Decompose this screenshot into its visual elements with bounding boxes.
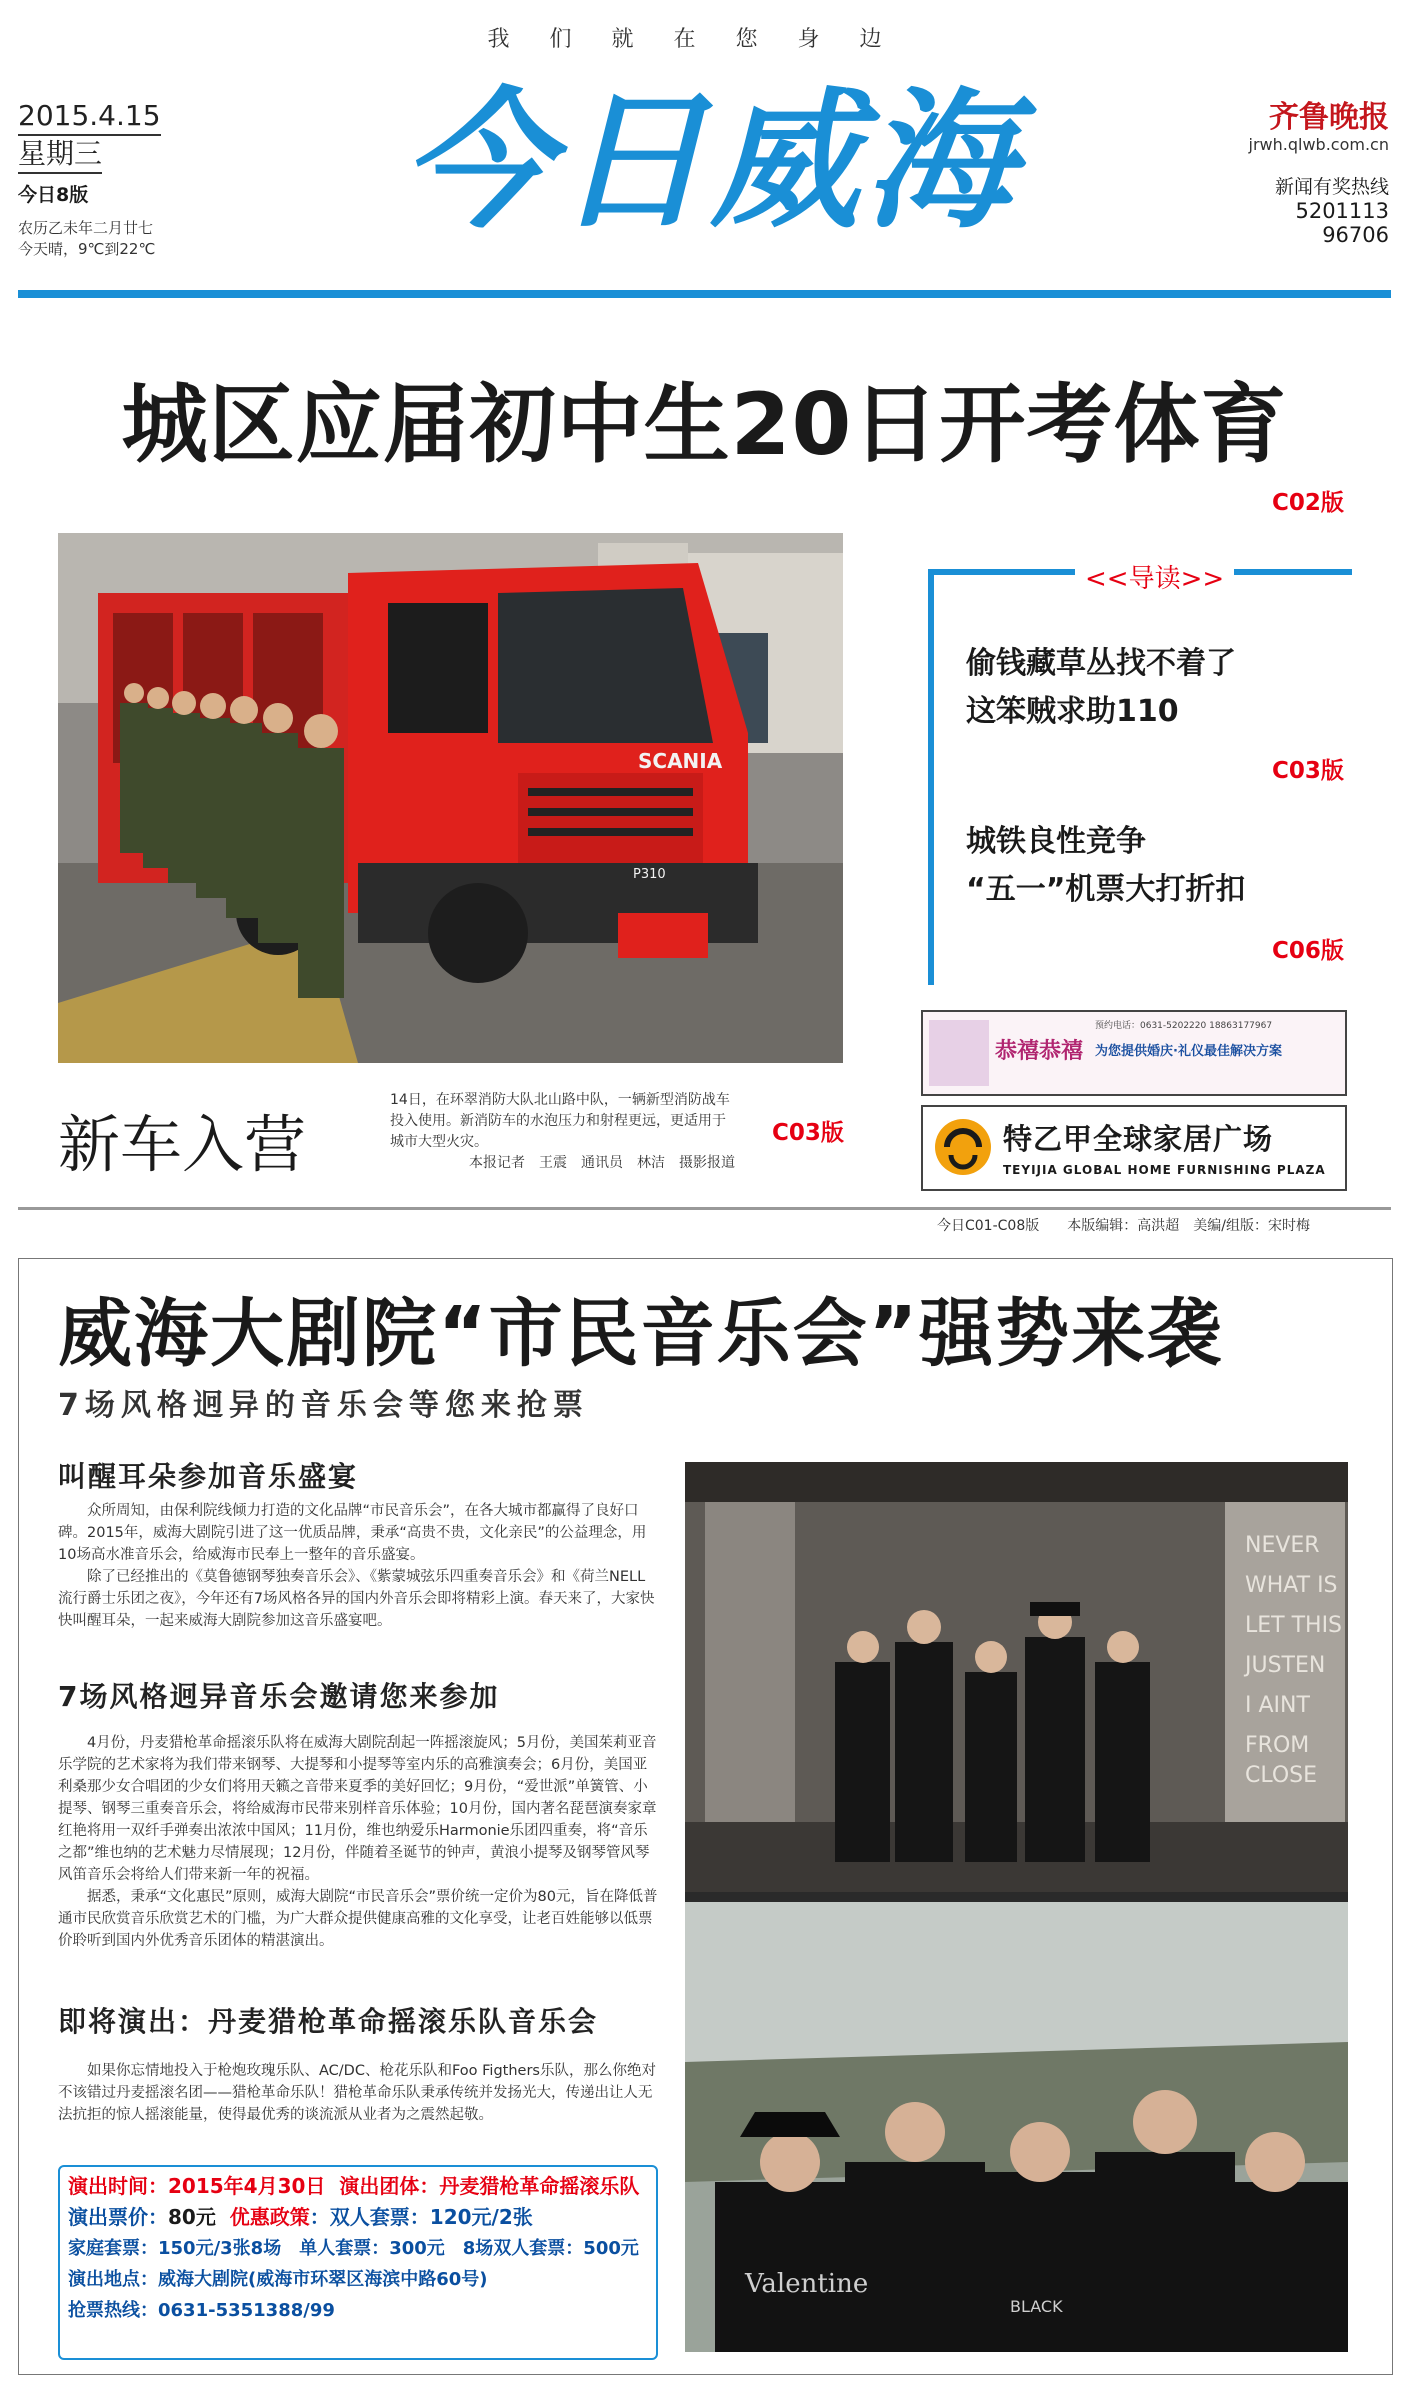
band-illustration xyxy=(685,1462,1348,2352)
section2-paragraph-2: 据悉，秉承“文化惠民”原则，威海大剧院“市民音乐会”票价统一定价为80元，旨在降低普通市民欣赏音乐欣赏艺术的门槛，为广大群众提供健康高雅的文化享受，让老百姓能够以低票价聆听到国内外优秀音乐团体的精湛演出。 xyxy=(58,1889,658,1949)
ad-bride-image xyxy=(929,1020,989,1086)
page-editor-credit: 今日C01-C08版 本版编辑：高洪超 美编/组版：宋时梅 xyxy=(937,1218,1310,1234)
lunar-date: 农历乙未年二月廿七 xyxy=(18,219,154,237)
hotline-number-2: 96706 xyxy=(1322,223,1389,247)
wedding-ad-phone: 预约电话：0631-5202220 18863177967 xyxy=(1095,1021,1273,1031)
info-group-label: 演出团体： xyxy=(339,2174,440,2198)
info-time-row xyxy=(68,2171,648,2202)
lead-headline[interactable]: 城区应届初中生20日开考体育 xyxy=(121,375,1288,475)
fire-truck-photo xyxy=(58,533,843,1063)
photo-caption-text: 14日，在环翠消防大队北山路中队，一辆新型消防战车投入使用。新消防车的水泡压力和射程更远，更适用于城市大型火灾。 xyxy=(390,1092,730,1150)
section3-paragraph-1: 如果你忘情地投入于枪炮玫瑰乐队、AC/DC、枪花乐队和Foo Figthers乐队，那么你绝对不该错过丹麦摇滚名团——猎枪革命乐队！猎枪革命乐队秉承传统并发扬光大，传递出让人无法抗拒的惊人摇滚能量，使得最优秀的谈流派从业者为之震然起敬。 xyxy=(58,2063,656,2123)
brand-logo: 齐鲁晚报 xyxy=(1269,100,1389,135)
photo-story-caption xyxy=(390,1090,735,1174)
furniture-ad-en: TEYIJIA GLOBAL HOME FURNISHING PLAZA xyxy=(1003,1163,1326,1177)
info-family-packages: 家庭套票：150元/3张8场 单人套票：300元 8场双人套票：500元 xyxy=(68,2238,639,2259)
lead-page-ref[interactable]: C02版 xyxy=(1272,490,1344,516)
info-promo-label: 优惠政策 xyxy=(229,2205,310,2229)
guide-item-2[interactable] xyxy=(966,818,1245,914)
truck-model-text: P310 xyxy=(633,867,666,882)
issue-date: 2015.4.15 xyxy=(18,98,161,136)
photo-page-ref[interactable]: C03版 xyxy=(772,1120,844,1146)
info-price-label: 演出票价： xyxy=(68,2205,168,2229)
section2-body xyxy=(58,1732,658,1952)
info-venue: 演出地点：威海大剧院(威海市环翠区海滨中路60号) xyxy=(68,2269,488,2290)
lunar-weather xyxy=(18,218,155,260)
masthead-slogan: 我们就在您身边 xyxy=(487,27,922,52)
info-price: 80元 xyxy=(168,2205,216,2229)
guide-item-2-line1: 城铁良性竞争 xyxy=(966,824,1146,859)
hotline-label: 新闻有奖热线 xyxy=(1274,176,1389,198)
guide-item-1-page-ref[interactable]: C03版 xyxy=(1272,758,1344,784)
edition-count: 今日8版 xyxy=(18,184,89,206)
issue-date-block xyxy=(18,98,161,174)
feature-subhead: 7场风格迥异的音乐会等您来抢票 xyxy=(58,1388,589,1423)
wedding-ad-slogan: 为您提供婚庆·礼仪最佳解决方案 xyxy=(1095,1044,1282,1059)
wall-graffiti: NEVER WHAT IS LET THIS JUSTEN I AINT FROM CLOSE xyxy=(1245,1533,1343,1788)
wedding-ad-brand: 恭禧恭禧 xyxy=(995,1039,1084,1064)
wedding-ad[interactable] xyxy=(921,1010,1347,1096)
issue-weekday: 星期三 xyxy=(18,136,102,174)
info-time: 2015年4月30日 xyxy=(168,2174,326,2198)
brand-url[interactable]: jrwh.qlwb.com.cn xyxy=(1248,135,1389,154)
concert-info-box xyxy=(58,2165,658,2360)
furniture-ad-name: 特乙甲全球家居广场 xyxy=(1003,1122,1274,1156)
section1-paragraph-1: 众所周知，由保利院线倾力打造的文化品牌“市民音乐会”，在各大城市都赢得了良好口碑。2015年，威海大剧院引进了这一优质品牌，秉承“高贵不贵，文化亲民”的公益理念，用10场高水准音乐会，给威海市民奉上一整年的音乐盛宴。 xyxy=(58,1503,647,1563)
section3-body xyxy=(58,2060,658,2126)
feature-headline[interactable]: 威海大剧院“市民音乐会”强势来袭 xyxy=(58,1291,1224,1377)
weather: 今天晴，9℃到22℃ xyxy=(18,240,156,258)
header-rule xyxy=(18,290,1391,298)
info-time-label: 演出时间： xyxy=(68,2174,168,2198)
section3-title: 即将演出：丹麦猎枪革命摇滚乐队音乐会 xyxy=(58,2005,599,2038)
section2-title: 7场风格迥异音乐会邀请您来参加 xyxy=(58,1680,500,1713)
guide-item-1-line2: 这笨贼求助110 xyxy=(966,694,1179,729)
guide-item-1-line1: 偷钱藏草丛找不着了 xyxy=(966,646,1236,681)
section1-title: 叫醒耳朵参加音乐盛宴 xyxy=(58,1460,359,1493)
band-photo xyxy=(685,1462,1348,2352)
masthead-logo: 今日威海 xyxy=(401,75,1018,249)
guide-item-2-page-ref[interactable]: C06版 xyxy=(1272,938,1344,964)
cap-text: BLACK xyxy=(1010,2297,1063,2316)
info-group: 丹麦猎枪革命摇滚乐队 xyxy=(439,2174,640,2198)
section1-body xyxy=(58,1500,658,1632)
photo-credit: 本报记者 王震 通讯员 林洁 摄影报道 xyxy=(469,1155,735,1171)
furniture-ad-logo-icon xyxy=(933,1117,993,1177)
guide-title: <<导读>> xyxy=(1075,558,1234,595)
info-ticket-hotline: 抢票热线：0631-5351388/99 xyxy=(68,2300,335,2321)
guide-item-2-line2: “五一”机票大打折扣 xyxy=(966,872,1246,907)
info-promo: ：双人套票：120元/2张 xyxy=(309,2205,533,2229)
truck-brand-text: SCANIA xyxy=(638,749,723,773)
news-hotline xyxy=(1275,175,1389,247)
shirt-text: Valentine xyxy=(745,2269,869,2299)
section-rule xyxy=(18,1207,1391,1210)
photo-story-title[interactable]: 新车入营 xyxy=(58,1108,307,1181)
hotline-number-1: 5201113 xyxy=(1295,199,1389,223)
section2-paragraph-1: 4月份，丹麦猎枪革命摇滚乐队将在威海大剧院刮起一阵摇滚旋风；5月份，美国茱莉亚音乐学院的艺术家将为我们带来钢琴、大提琴和小提琴等室内乐的高雅演奏会；6月份，美国亚利桑那少女合唱团的少女们将用天籁之音带来夏季的美好回忆；9月份，“爱世派”单簧管、小提琴、钢琴三重奏音乐会，将给威海市民带来别样音乐体验；10月份，国内著名琵琶演奏家章红艳将用一双纤手弹奏出浓浓中国风；11月份，维也纳爱乐Harmonie乐团四重奏，将“音乐之都”维也纳的艺术魅力尽情展现；12月份，伴随着圣诞节的钟声，黄浪小提琴及钢琴管风琴风笛音乐会将给人们带来新一年的祝福。 xyxy=(58,1735,657,1883)
section1-paragraph-2: 除了已经推出的《莫鲁德钢琴独奏音乐会》、《紫蒙城弦乐四重奏音乐会》和《荷兰NELL流行爵士乐团之夜》，今年还有7场风格各异的国内外音乐会即将精彩上演。春天来了，大家快快叫醒耳朵，一起来威海大剧院参加这音乐盛宴吧。 xyxy=(58,1569,655,1629)
guide-item-1[interactable] xyxy=(966,640,1236,736)
info-price-row xyxy=(68,2202,648,2233)
furniture-ad[interactable] xyxy=(921,1105,1347,1191)
fire-truck-illustration xyxy=(58,533,843,1063)
